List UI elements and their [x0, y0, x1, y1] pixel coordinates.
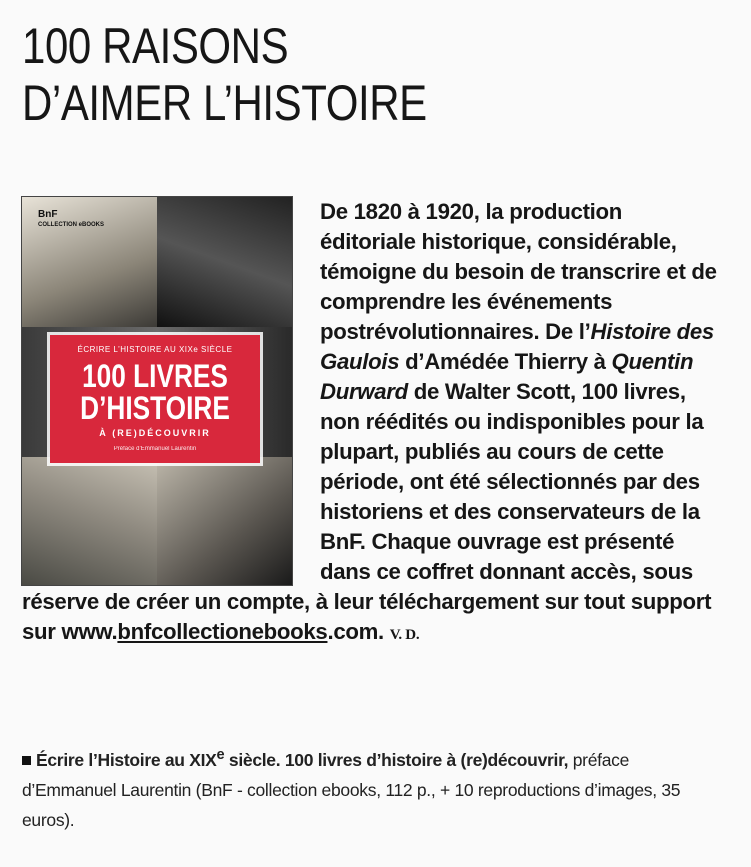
website-link[interactable]: bnfcollectionebooks	[117, 619, 328, 644]
article-text: de Walter Scott, 100 livres, non réédités ou indisponibles pour la plupart, publiés au cours de cette période, ont été sélectionnés par des historiens et des conservateurs de la BnF. Chaque ouvrage est présenté dans ce coffret donnant accès, sous réserve de créer un compte, à leur téléchargement sur tout support sur www.	[22, 379, 712, 644]
article-text: d’Amédée Thierry à	[399, 349, 612, 374]
work-title: Histoire des Gaulois	[320, 319, 714, 374]
author-signature: V. D.	[389, 627, 420, 643]
reference-title-text: Écrire l’Histoire au XIX	[36, 749, 217, 770]
article-intro: De 1820 à 1920, la production éditoriale historique, considérable, témoigne du besoin de transcrire et de comprendre les événements postrévolutionnaires. De l’	[320, 199, 717, 344]
cover-title-line: 100 LIVRES	[82, 358, 228, 394]
page-title	[22, 18, 610, 132]
title-line: 100 RAISONS	[22, 18, 289, 74]
logo-text: BnF	[38, 209, 58, 220]
cover-float-spacer	[22, 197, 320, 587]
cover-subtitle: À (RE)DÉCOUVRIR	[99, 428, 211, 438]
book-reference	[22, 740, 722, 835]
article-text: .com.	[327, 619, 384, 644]
cover-supertitle: ÉCRIRE L’HISTOIRE AU XIXe SIÈCLE	[77, 345, 233, 354]
reference-title-superscript: e	[216, 747, 225, 763]
logo-subtext: COLLECTION eBOOKS	[38, 222, 105, 228]
reference-title	[36, 747, 569, 770]
article-body	[22, 197, 722, 650]
title-line: D’AIMER L’HISTOIRE	[22, 75, 427, 131]
reference-details: préface d’Emmanuel Laurentin (BnF - collection ebooks, 112 p., + 10 reproductions d’images, 35 euros).	[22, 749, 681, 830]
work-title: Quentin Durward	[320, 349, 694, 404]
square-bullet-icon	[22, 756, 31, 765]
reference-title-text: siècle. 100 livres d’histoire à (re)découvrir,	[224, 749, 569, 770]
cover-preface: Préface d’Emmanuel Laurentin	[113, 446, 197, 452]
cover-title-line: D’HISTOIRE	[80, 390, 230, 426]
